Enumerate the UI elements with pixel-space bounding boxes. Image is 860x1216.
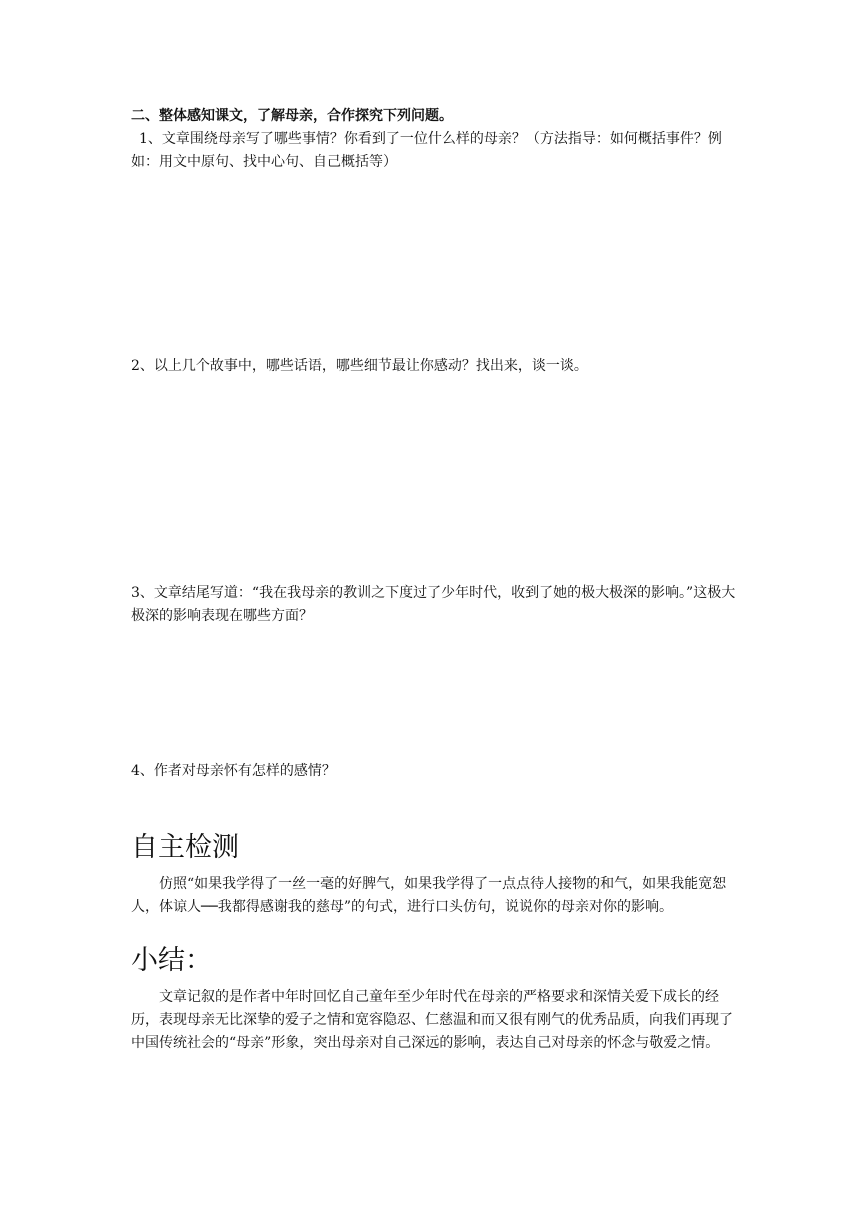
summary-heading: 小结： [131,945,212,976]
question-1: 1、文章围绕母亲写了哪些事情？你看到了一位什么样的母亲？（方法指导：如何概括事件？例如：用文中原句、找中心句、自己概括等） [131,131,722,170]
section-heading: 二、整体感知课文，了解母亲，合作探究下列问题。 [131,108,453,124]
question-4: 4、作者对母亲怀有怎样的感情？ [131,763,336,779]
self-check-body: 仿照“如果我学得了一丝一毫的好脾气，如果我学得了一点点待人接物的和气，如果我能宽恕人，体谅人──我都得感谢我的慈母”的句式，进行口头仿句，说说你的母亲对你的影响。 [131,876,727,915]
summary-body: 文章记叙的是作者中年时回忆自己童年至少年时代在母亲的严格要求和深情关爱下成长的经历，表现母亲无比深挚的爱子之情和宽容隐忍、仁慈温和而又很有刚气的优秀品质，向我们再现了中国传统社会的“母亲”形象，突出母亲对自己深远的影响，表达自己对母亲的怀念与敬爱之情。 [131,989,733,1051]
question-2: 2、以上几个故事中，哪些话语，哪些细节最让你感动？找出来，谈一谈。 [131,358,588,374]
self-check-heading: 自主检测 [131,832,239,863]
question-3: 3、文章结尾写道：“我在我母亲的教训之下度过了少年时代，收到了她的极大极深的影响。”这极大极深的影响表现在哪些方面？ [131,585,736,624]
